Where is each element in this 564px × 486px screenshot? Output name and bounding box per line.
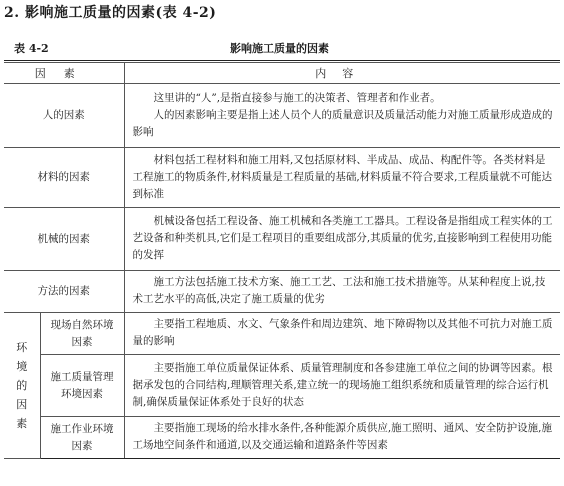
table-header-row [4,63,560,84]
table-row-env-operation [4,417,560,459]
content-paragraph: 主要指施工现场的给水排水条件,各种能源介质供应,施工照明、通风、安全防护设施,施工场地空间条件和通道,以及交通运输和道路条件等因素 [132,422,553,451]
section-heading: 2. 影响施工质量的因素(表 4-2) [4,5,217,21]
factor-content [124,355,560,417]
content-paragraph: 施工方法包括施工技术方案、施工工艺、工法和施工技术措施等。从某种程度上说,技术工艺水平的高低,决定了施工质量的优劣 [132,276,546,305]
table-row-env-natural [4,313,560,355]
content-paragraph: 机械设备包括工程设备、施工机械和各类施工工器具。工程设备是指组成工程实体的工艺设备和种类机具,它们是工程项目的重要组成部分,其质量的优劣,直接影响到工程使用功能的发挥 [132,215,553,261]
environment-group-label: 环 境 的 因 素 [4,313,40,459]
header-factor: 因素 [4,63,124,84]
factor-content [124,271,560,313]
header-content: 内容 [124,63,560,84]
table-caption [0,40,564,56]
factor-content [124,417,560,459]
content-paragraph: 主要指工程地质、水文、气象条件和周边建筑、地下障碍物以及其他不可抗力对施工质量的影响 [132,318,553,347]
content-paragraph: 材料包括工程材料和施工用料,又包括原材料、半成品、成品、构配件等。各类材料是工程施工的物质条件,材料质量是工程质量的基础,材料质量不符合要求,工程质量就不可能达到标准 [132,153,553,200]
sub-factor-label: 施工作业环境 因素 [40,417,124,459]
factor-label: 机械的因素 [4,208,124,271]
table-row-method [4,271,560,313]
content-paragraph: 人的因素影响主要是指上述人员个人的质量意识及质量活动能力对施工质量形成造成的影响 [132,108,553,138]
table-row-machinery [4,208,560,271]
sub-factor-label: 现场自然环境 因素 [40,313,124,355]
table-row-human [4,84,560,148]
sub-factor-label: 施工质量管理 环境因素 [40,355,124,417]
content-paragraph: 主要指施工单位质量保证体系、质量管理制度和各参建施工单位之间的协调等因素。根据承发包的合同结构,理顺管理关系,建立统一的现场施工组织系统和质量管理的综合运行机制,确保质量保证体系处于良好的状态 [132,361,553,408]
table-number: 表 4-2 [14,42,49,55]
table-row-env-management [4,355,560,417]
table-title: 影响施工质量的因素 [230,42,329,55]
factor-content [124,208,560,271]
factor-content [124,84,560,148]
factor-label: 材料的因素 [4,148,124,208]
table-top-rule [4,60,560,61]
factor-label: 方法的因素 [4,271,124,313]
factor-label: 人的因素 [4,84,124,148]
table-row-material [4,148,560,208]
factor-content [124,313,560,355]
content-paragraph: 这里讲的“人”,是指直接参与施工的决策者、管理者和作业者。 [153,91,441,104]
factors-table [4,62,560,459]
factor-content [124,148,560,208]
